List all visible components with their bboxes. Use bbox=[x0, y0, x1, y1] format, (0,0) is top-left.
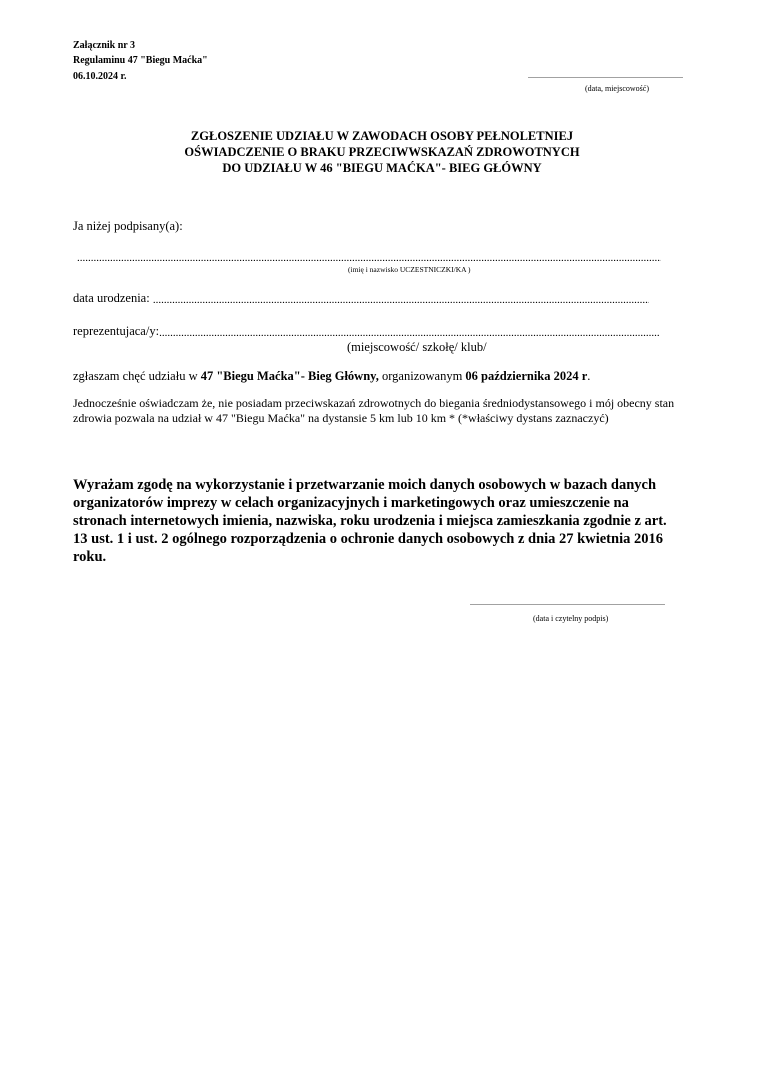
dob-row bbox=[73, 291, 649, 306]
health-statement: Jednocześnie oświadczam że, nie posiadam przeciwskazań zdrowotnych do biegania średniodystansowego i mój obecny stan zdrowia pozwala na udział w 47 "Biegu Maćka" na dystansie 5 km lub 10 km * (*właściwy dystans zaznaczyć) bbox=[73, 396, 675, 425]
form-title-line-2: OŚWIADCZENIE O BRAKU PRZECIWWSKAZAŃ ZDROWOTNYCH bbox=[184, 145, 580, 159]
data-consent-statement: Wyrażam zgodę na wykorzystanie i przetwarzanie moich danych osobowych w bazach danych organizatorów imprezy w celach organizacyjnych i marketingowych oraz umieszczenie na stronach internetowych imienia, nazwiska, roku urodzenia i miejsca zamieszkania zgodnie z art. 13 ust. 1 i ust. 2 ogólnego rozporządzenia o ochronie danych osobowych z dnia 27 kwietnia 2016 roku. bbox=[73, 477, 667, 565]
declaration-prefix: zgłaszam chęć udziału w bbox=[73, 369, 201, 383]
event-name: 47 "Biegu Maćka" bbox=[200, 369, 301, 383]
form-title-line-1: ZGŁOSZENIE UDZIAŁU W ZAWODACH OSOBY PEŁNOLETNIEJ bbox=[190, 129, 574, 143]
representing-caption: (miejscowość/ szkołę/ klub/ bbox=[347, 340, 487, 354]
representing-field[interactable] bbox=[159, 327, 659, 339]
attachment-number: Załącznik nr 3 bbox=[73, 40, 136, 51]
document-date: 06.10.2024 r. bbox=[73, 71, 127, 82]
dob-label: data urodzenia: bbox=[73, 291, 153, 305]
date-place-line[interactable] bbox=[528, 72, 683, 80]
representing-label: reprezentujaca/y: bbox=[73, 324, 160, 338]
declaration-middle: organizowanym bbox=[378, 369, 466, 383]
name-field[interactable] bbox=[77, 252, 661, 264]
date-place-caption: (data, miejscowość) bbox=[585, 84, 649, 93]
representing-row bbox=[73, 324, 659, 339]
signature-line[interactable] bbox=[470, 598, 665, 607]
regulation-reference: Regulaminu 47 "Biegu Maćka" bbox=[73, 55, 208, 66]
name-caption: (imię i nazwisko UCZESTNICZKI/KA ) bbox=[348, 265, 471, 274]
race-name: - Bieg Główny, bbox=[300, 369, 379, 383]
dob-field[interactable] bbox=[153, 294, 649, 306]
signed-label: Ja niżej podpisany(a): bbox=[73, 219, 183, 233]
participation-declaration bbox=[73, 369, 590, 384]
signature-caption: (data i czytelny podpis) bbox=[533, 614, 609, 623]
declaration-end: . bbox=[587, 369, 591, 383]
form-title-line-3: DO UDZIAŁU W 46 "BIEGU MAĆKA"- BIEG GŁÓWNY bbox=[222, 161, 542, 175]
event-date: 06 października 2024 r bbox=[465, 369, 588, 383]
